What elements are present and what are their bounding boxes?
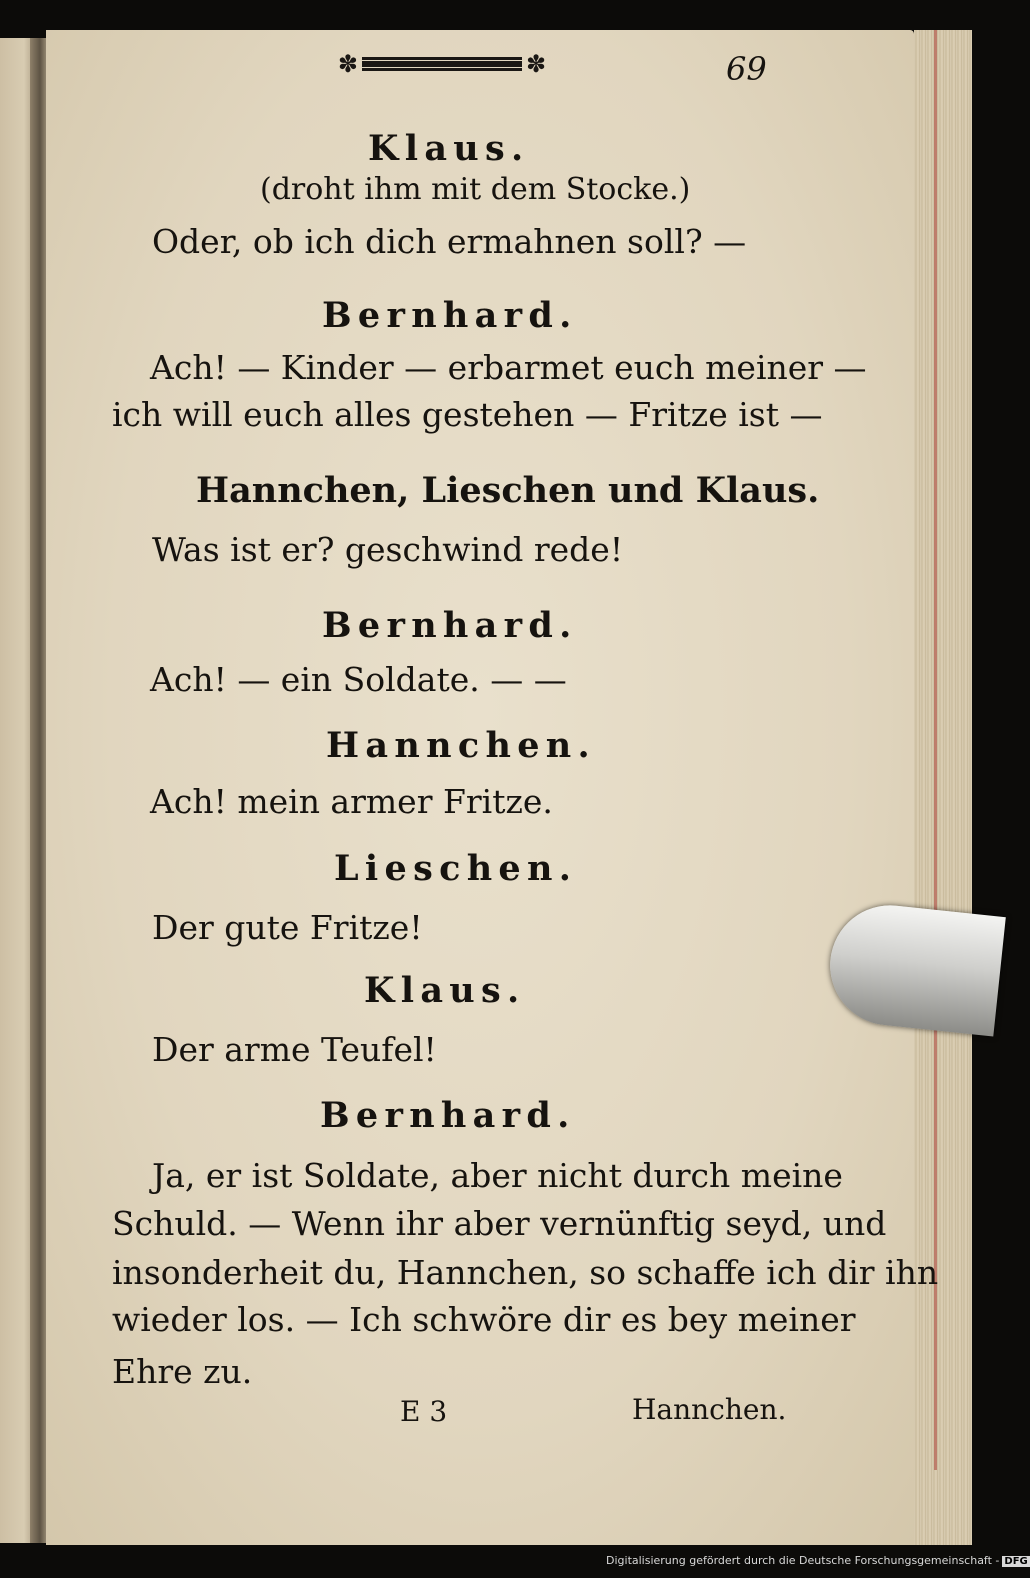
speaker-heading: Klaus. [364,970,526,1011]
text-line: insonderheit du, Hannchen, so schaffe ich dir ihn [112,1253,939,1292]
speaker-heading: Bernhard. [322,605,578,646]
stage-direction: (droht ihm mit dem Stocke.) [260,172,691,207]
text-line: Der arme Teufel! [152,1030,437,1069]
flower-ornament-icon: ✽ [526,50,547,78]
digitization-credit [606,1554,1030,1567]
catchword: Hannchen. [632,1393,787,1426]
speaker-heading: Hannchen, Lieschen und Klaus. [196,470,820,511]
text-line: Ehre zu. [112,1352,253,1391]
text-line: Ach! mein armer Fritze. [150,782,553,821]
text-line: ich will euch alles gestehen — Fritze ist — [112,395,823,434]
text-line: Ja, er ist Soldate, aber nicht durch meine [152,1156,843,1195]
dfg-logo: DFG [1004,1556,1028,1567]
text-line: Schuld. — Wenn ihr aber vernünftig seyd, und [112,1204,887,1243]
credit-text: Digitalisierung gefördert durch die Deutsche Forschungsgemeinschaft - [606,1554,1000,1567]
text-line: Was ist er? geschwind rede! [152,530,624,569]
text-line: Oder, ob ich dich ermahnen soll? — [152,222,747,261]
speaker-heading: Bernhard. [322,295,578,336]
header-ornament [322,47,562,81]
flower-ornament-icon: ✽ [337,50,358,78]
text-line: Ach! — Kinder — erbarmet euch meiner — [150,348,867,387]
speaker-heading: Bernhard. [320,1095,576,1136]
text-line: wieder los. — Ich schwöre dir es bey meiner [112,1300,856,1339]
ornament-rule [362,57,522,71]
speaker-heading: Lieschen. [334,848,578,889]
speaker-heading: Klaus. [368,128,530,169]
speaker-heading: Hannchen. [326,725,596,766]
page-number: 69 [726,50,767,88]
text-line: Ach! — ein Soldate. — — [150,660,567,699]
text-line: Der gute Fritze! [152,908,423,947]
signature-mark: E 3 [400,1395,448,1428]
